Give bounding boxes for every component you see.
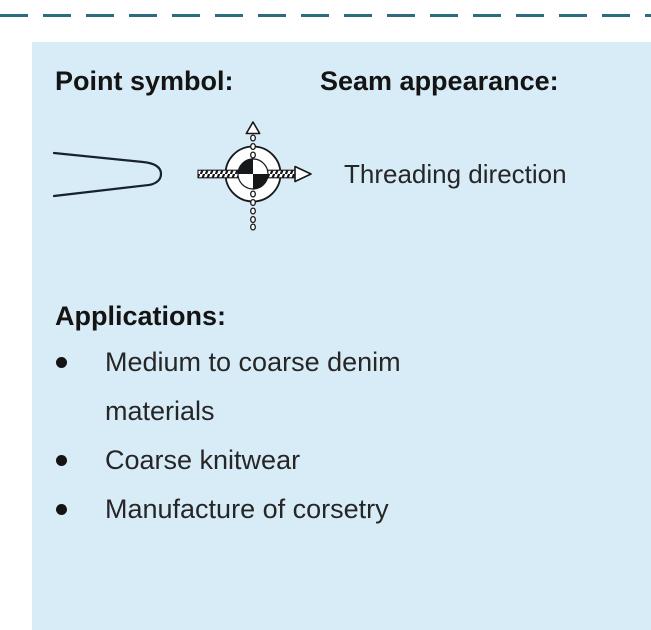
seam-appearance-heading: Seam appearance: — [320, 66, 559, 96]
list-item — [56, 485, 436, 534]
list-item-label: Manufacture of corsetry — [105, 494, 389, 524]
needle-point-outline — [54, 153, 161, 196]
list-item — [56, 338, 436, 436]
list-item-label: Medium to coarse denim materials — [105, 347, 401, 426]
top-dashed-divider — [0, 14, 651, 17]
bullet-dot-icon — [56, 504, 67, 515]
list-item-label: Coarse knitwear — [105, 445, 301, 475]
info-card — [32, 42, 651, 630]
bullet-dot-icon — [56, 357, 67, 368]
applications-list — [56, 338, 436, 534]
center-mark-icon — [238, 159, 268, 189]
list-item — [56, 436, 436, 485]
bullet-dot-icon — [56, 455, 67, 466]
threading-direction-label: Threading direction — [344, 159, 567, 189]
seam-threading-direction-icon — [190, 110, 316, 235]
applications-heading: Applications: — [55, 301, 227, 331]
point-symbol-heading: Point symbol: — [55, 66, 234, 96]
right-arrowhead-icon — [295, 167, 311, 182]
up-arrowhead-icon — [246, 122, 259, 134]
needle-point-icon — [45, 140, 175, 210]
